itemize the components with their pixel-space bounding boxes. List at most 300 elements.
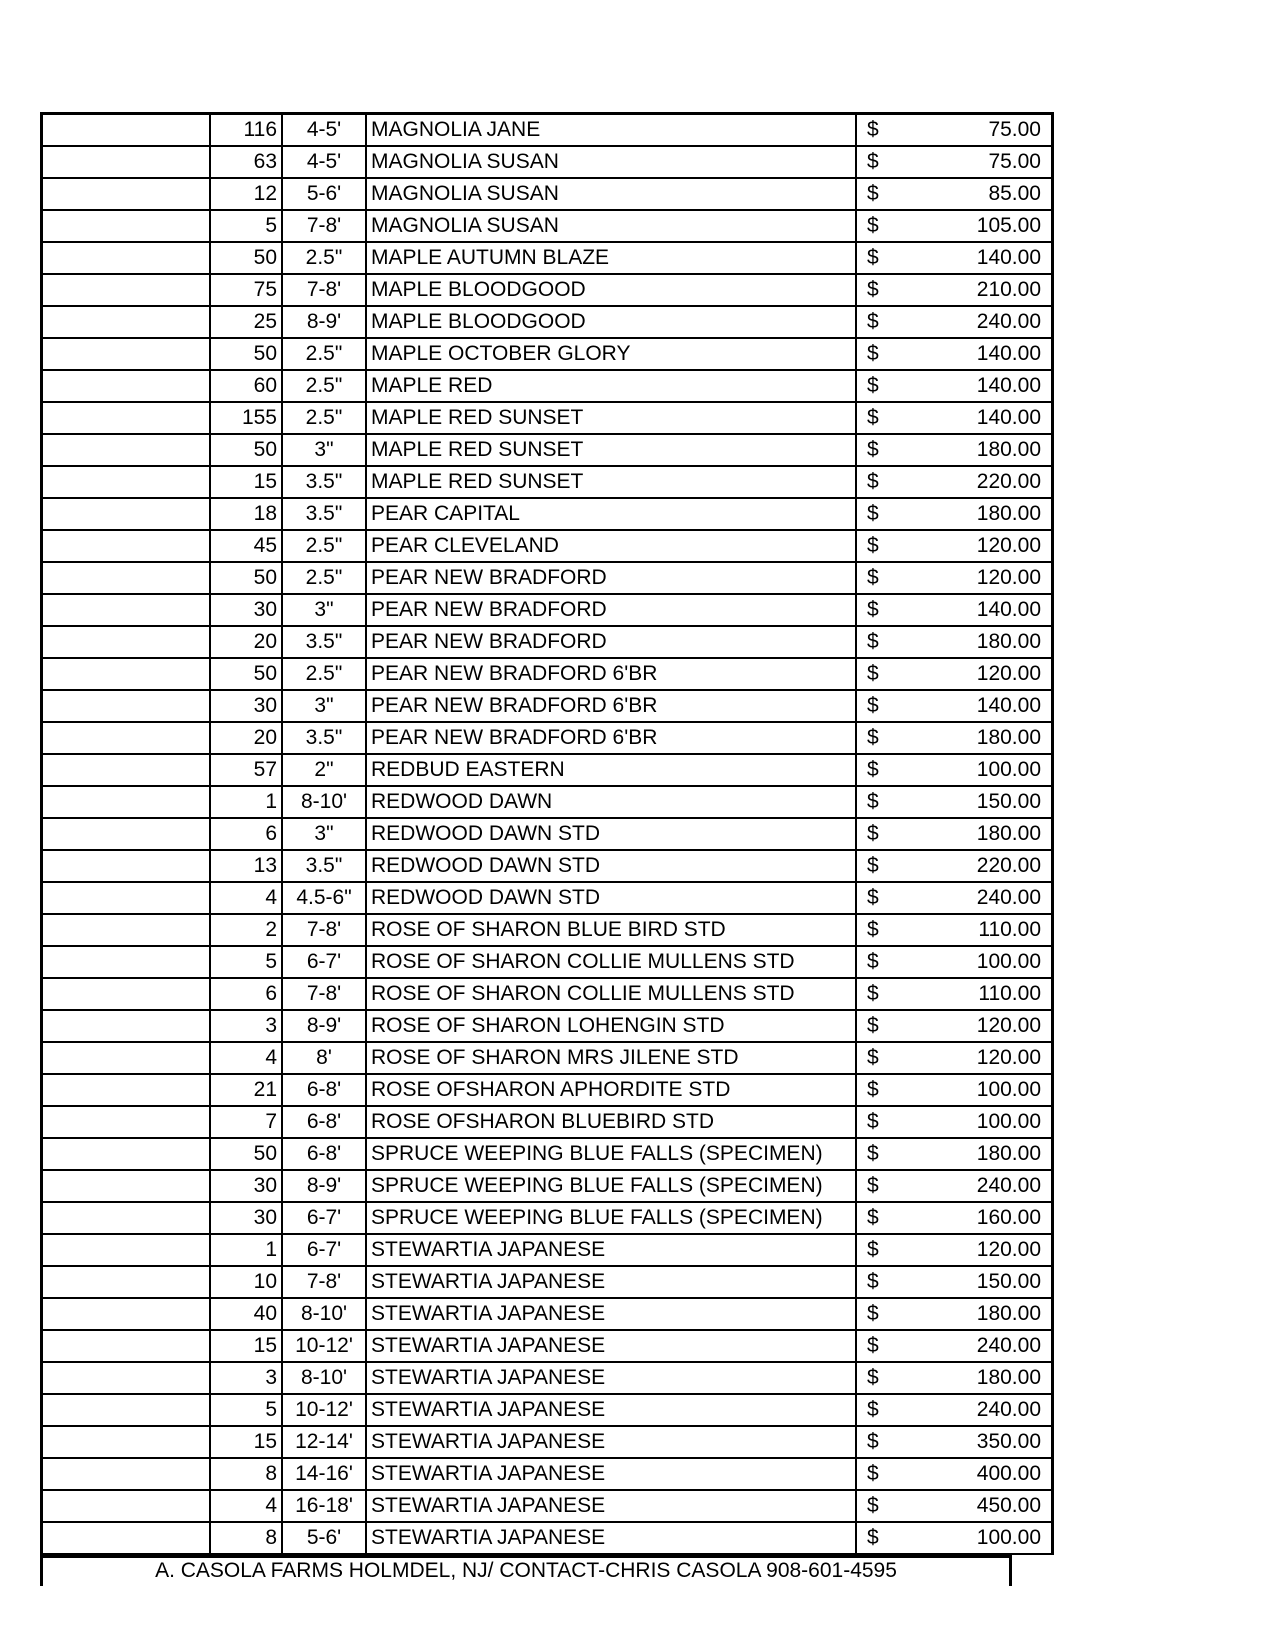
size-cell: 10-12' bbox=[282, 1330, 366, 1362]
table-row bbox=[42, 306, 1053, 338]
size-cell: 8-9' bbox=[282, 1010, 366, 1042]
blank-cell bbox=[42, 274, 211, 306]
price-cell: 100.00 bbox=[903, 946, 1053, 978]
plant-name-cell: REDWOOD DAWN bbox=[366, 786, 856, 818]
plant-name-cell: MAGNOLIA SUSAN bbox=[366, 146, 856, 178]
blank-cell bbox=[42, 114, 211, 147]
price-cell: 100.00 bbox=[903, 754, 1053, 786]
price-cell: 400.00 bbox=[903, 1458, 1053, 1490]
size-cell: 8-9' bbox=[282, 306, 366, 338]
table-row bbox=[42, 978, 1053, 1010]
size-cell: 12-14' bbox=[282, 1426, 366, 1458]
blank-cell bbox=[42, 210, 211, 242]
price-cell: 160.00 bbox=[903, 1202, 1053, 1234]
quantity-cell: 60 bbox=[210, 370, 282, 402]
price-cell: 180.00 bbox=[903, 498, 1053, 530]
plant-name-cell: SPRUCE WEEPING BLUE FALLS (SPECIMEN) bbox=[366, 1202, 856, 1234]
quantity-cell: 63 bbox=[210, 146, 282, 178]
plant-name-cell: STEWARTIA JAPANESE bbox=[366, 1394, 856, 1426]
blank-cell bbox=[42, 306, 211, 338]
currency-cell: $ bbox=[856, 146, 903, 178]
plant-name-cell: MAPLE RED SUNSET bbox=[366, 466, 856, 498]
blank-cell bbox=[42, 722, 211, 754]
table-row bbox=[42, 1234, 1053, 1266]
blank-cell bbox=[42, 1074, 211, 1106]
size-cell: 7-8' bbox=[282, 914, 366, 946]
blank-cell bbox=[42, 850, 211, 882]
size-cell: 8-10' bbox=[282, 786, 366, 818]
plant-name-cell: MAGNOLIA SUSAN bbox=[366, 178, 856, 210]
size-cell: 8' bbox=[282, 1042, 366, 1074]
plant-name-cell: REDBUD EASTERN bbox=[366, 754, 856, 786]
quantity-cell: 1 bbox=[210, 1234, 282, 1266]
quantity-cell: 50 bbox=[210, 242, 282, 274]
currency-cell: $ bbox=[856, 626, 903, 658]
size-cell: 8-10' bbox=[282, 1298, 366, 1330]
currency-cell: $ bbox=[856, 1042, 903, 1074]
plant-name-cell: ROSE OFSHARON BLUEBIRD STD bbox=[366, 1106, 856, 1138]
blank-cell bbox=[42, 1010, 211, 1042]
table-row bbox=[42, 562, 1053, 594]
size-cell: 2.5" bbox=[282, 242, 366, 274]
table-row bbox=[42, 1138, 1053, 1170]
size-cell: 14-16' bbox=[282, 1458, 366, 1490]
price-cell: 140.00 bbox=[903, 402, 1053, 434]
quantity-cell: 3 bbox=[210, 1010, 282, 1042]
plant-name-cell: MAPLE RED SUNSET bbox=[366, 434, 856, 466]
price-cell: 120.00 bbox=[903, 1234, 1053, 1266]
size-cell: 2.5" bbox=[282, 530, 366, 562]
table-row bbox=[42, 1362, 1053, 1394]
blank-cell bbox=[42, 1234, 211, 1266]
currency-cell: $ bbox=[856, 498, 903, 530]
size-cell: 7-8' bbox=[282, 978, 366, 1010]
price-cell: 110.00 bbox=[903, 914, 1053, 946]
quantity-cell: 7 bbox=[210, 1106, 282, 1138]
table-row bbox=[42, 594, 1053, 626]
currency-cell: $ bbox=[856, 562, 903, 594]
blank-cell bbox=[42, 1170, 211, 1202]
table-row bbox=[42, 1522, 1053, 1554]
quantity-cell: 15 bbox=[210, 1330, 282, 1362]
table-row bbox=[42, 466, 1053, 498]
plant-name-cell: ROSE OFSHARON APHORDITE STD bbox=[366, 1074, 856, 1106]
quantity-cell: 25 bbox=[210, 306, 282, 338]
table-row bbox=[42, 434, 1053, 466]
size-cell: 2.5" bbox=[282, 658, 366, 690]
plant-name-cell: PEAR NEW BRADFORD 6'BR bbox=[366, 722, 856, 754]
currency-cell: $ bbox=[856, 1522, 903, 1554]
quantity-cell: 45 bbox=[210, 530, 282, 562]
plant-name-cell: STEWARTIA JAPANESE bbox=[366, 1298, 856, 1330]
currency-cell: $ bbox=[856, 210, 903, 242]
blank-cell bbox=[42, 1298, 211, 1330]
plant-name-cell: PEAR NEW BRADFORD 6'BR bbox=[366, 690, 856, 722]
blank-cell bbox=[42, 1266, 211, 1298]
quantity-cell: 15 bbox=[210, 1426, 282, 1458]
table-row bbox=[42, 1202, 1053, 1234]
price-cell: 350.00 bbox=[903, 1426, 1053, 1458]
currency-cell: $ bbox=[856, 274, 903, 306]
table-row bbox=[42, 1106, 1053, 1138]
size-cell: 6-8' bbox=[282, 1106, 366, 1138]
table-row bbox=[42, 1394, 1053, 1426]
table-row bbox=[42, 1170, 1053, 1202]
currency-cell: $ bbox=[856, 114, 903, 147]
price-list-sheet bbox=[40, 112, 1041, 1583]
quantity-cell: 10 bbox=[210, 1266, 282, 1298]
blank-cell bbox=[42, 242, 211, 274]
plant-name-cell: STEWARTIA JAPANESE bbox=[366, 1266, 856, 1298]
quantity-cell: 30 bbox=[210, 1202, 282, 1234]
quantity-cell: 3 bbox=[210, 1362, 282, 1394]
plant-name-cell: MAPLE RED bbox=[366, 370, 856, 402]
price-cell: 85.00 bbox=[903, 178, 1053, 210]
table-row bbox=[42, 850, 1053, 882]
currency-cell: $ bbox=[856, 466, 903, 498]
currency-cell: $ bbox=[856, 786, 903, 818]
blank-cell bbox=[42, 146, 211, 178]
size-cell: 2" bbox=[282, 754, 366, 786]
currency-cell: $ bbox=[856, 1330, 903, 1362]
size-cell: 3" bbox=[282, 434, 366, 466]
table-row bbox=[42, 274, 1053, 306]
blank-cell bbox=[42, 1202, 211, 1234]
quantity-cell: 4 bbox=[210, 882, 282, 914]
price-cell: 100.00 bbox=[903, 1074, 1053, 1106]
currency-cell: $ bbox=[856, 1362, 903, 1394]
blank-cell bbox=[42, 1330, 211, 1362]
currency-cell: $ bbox=[856, 1106, 903, 1138]
blank-cell bbox=[42, 466, 211, 498]
size-cell: 8-10' bbox=[282, 1362, 366, 1394]
footer-contact: A. CASOLA FARMS HOLMDEL, NJ/ CONTACT-CHRIS CASOLA 908-601-4595 bbox=[155, 1559, 897, 1582]
blank-cell bbox=[42, 562, 211, 594]
quantity-cell: 75 bbox=[210, 274, 282, 306]
currency-cell: $ bbox=[856, 1138, 903, 1170]
price-cell: 220.00 bbox=[903, 850, 1053, 882]
price-cell: 140.00 bbox=[903, 338, 1053, 370]
price-cell: 240.00 bbox=[903, 306, 1053, 338]
table-row bbox=[42, 722, 1053, 754]
quantity-cell: 21 bbox=[210, 1074, 282, 1106]
size-cell: 6-8' bbox=[282, 1138, 366, 1170]
table-row bbox=[42, 1042, 1053, 1074]
blank-cell bbox=[42, 178, 211, 210]
currency-cell: $ bbox=[856, 1426, 903, 1458]
plant-name-cell: MAPLE AUTUMN BLAZE bbox=[366, 242, 856, 274]
size-cell: 4.5-6" bbox=[282, 882, 366, 914]
plant-name-cell: PEAR CLEVELAND bbox=[366, 530, 856, 562]
currency-cell: $ bbox=[856, 1170, 903, 1202]
currency-cell: $ bbox=[856, 1074, 903, 1106]
size-cell: 5-6' bbox=[282, 1522, 366, 1554]
plant-name-cell: ROSE OF SHARON COLLIE MULLENS STD bbox=[366, 978, 856, 1010]
size-cell: 3" bbox=[282, 594, 366, 626]
blank-cell bbox=[42, 690, 211, 722]
size-cell: 3" bbox=[282, 818, 366, 850]
currency-cell: $ bbox=[856, 1298, 903, 1330]
table-row bbox=[42, 914, 1053, 946]
currency-cell: $ bbox=[856, 722, 903, 754]
blank-cell bbox=[42, 626, 211, 658]
quantity-cell: 50 bbox=[210, 658, 282, 690]
blank-cell bbox=[42, 1490, 211, 1522]
blank-cell bbox=[42, 882, 211, 914]
table-row bbox=[42, 882, 1053, 914]
table-row bbox=[42, 146, 1053, 178]
size-cell: 3.5" bbox=[282, 722, 366, 754]
table-row bbox=[42, 114, 1053, 147]
table-row bbox=[42, 786, 1053, 818]
currency-cell: $ bbox=[856, 306, 903, 338]
currency-cell: $ bbox=[856, 338, 903, 370]
plant-name-cell: MAPLE OCTOBER GLORY bbox=[366, 338, 856, 370]
size-cell: 6-7' bbox=[282, 1202, 366, 1234]
quantity-cell: 4 bbox=[210, 1490, 282, 1522]
plant-name-cell: STEWARTIA JAPANESE bbox=[366, 1490, 856, 1522]
price-cell: 120.00 bbox=[903, 658, 1053, 690]
table-row bbox=[42, 178, 1053, 210]
size-cell: 7-8' bbox=[282, 274, 366, 306]
size-cell: 7-8' bbox=[282, 210, 366, 242]
price-cell: 150.00 bbox=[903, 786, 1053, 818]
price-table bbox=[40, 112, 1054, 1555]
price-cell: 180.00 bbox=[903, 722, 1053, 754]
price-cell: 150.00 bbox=[903, 1266, 1053, 1298]
size-cell: 7-8' bbox=[282, 1266, 366, 1298]
blank-cell bbox=[42, 914, 211, 946]
table-row bbox=[42, 1426, 1053, 1458]
table-row bbox=[42, 754, 1053, 786]
price-cell: 210.00 bbox=[903, 274, 1053, 306]
plant-name-cell: STEWARTIA JAPANESE bbox=[366, 1330, 856, 1362]
size-cell: 5-6' bbox=[282, 178, 366, 210]
currency-cell: $ bbox=[856, 690, 903, 722]
currency-cell: $ bbox=[856, 1458, 903, 1490]
plant-name-cell: PEAR NEW BRADFORD bbox=[366, 594, 856, 626]
blank-cell bbox=[42, 370, 211, 402]
blank-cell bbox=[42, 946, 211, 978]
table-row bbox=[42, 1010, 1053, 1042]
table-row bbox=[42, 946, 1053, 978]
currency-cell: $ bbox=[856, 1394, 903, 1426]
plant-name-cell: SPRUCE WEEPING BLUE FALLS (SPECIMEN) bbox=[366, 1170, 856, 1202]
size-cell: 4-5' bbox=[282, 146, 366, 178]
plant-name-cell: STEWARTIA JAPANESE bbox=[366, 1458, 856, 1490]
currency-cell: $ bbox=[856, 946, 903, 978]
currency-cell: $ bbox=[856, 178, 903, 210]
currency-cell: $ bbox=[856, 594, 903, 626]
size-cell: 2.5" bbox=[282, 402, 366, 434]
quantity-cell: 5 bbox=[210, 210, 282, 242]
table-row bbox=[42, 658, 1053, 690]
currency-cell: $ bbox=[856, 754, 903, 786]
quantity-cell: 30 bbox=[210, 1170, 282, 1202]
quantity-cell: 2 bbox=[210, 914, 282, 946]
plant-name-cell: ROSE OF SHARON BLUE BIRD STD bbox=[366, 914, 856, 946]
quantity-cell: 5 bbox=[210, 946, 282, 978]
quantity-cell: 13 bbox=[210, 850, 282, 882]
price-cell: 450.00 bbox=[903, 1490, 1053, 1522]
size-cell: 3.5" bbox=[282, 850, 366, 882]
price-cell: 140.00 bbox=[903, 370, 1053, 402]
table-row bbox=[42, 370, 1053, 402]
blank-cell bbox=[42, 978, 211, 1010]
currency-cell: $ bbox=[856, 1010, 903, 1042]
quantity-cell: 50 bbox=[210, 434, 282, 466]
plant-name-cell: MAPLE RED SUNSET bbox=[366, 402, 856, 434]
blank-cell bbox=[42, 1106, 211, 1138]
quantity-cell: 6 bbox=[210, 818, 282, 850]
blank-cell bbox=[42, 1394, 211, 1426]
plant-name-cell: MAPLE BLOODGOOD bbox=[366, 274, 856, 306]
price-cell: 100.00 bbox=[903, 1106, 1053, 1138]
blank-cell bbox=[42, 1138, 211, 1170]
price-cell: 180.00 bbox=[903, 1298, 1053, 1330]
quantity-cell: 20 bbox=[210, 722, 282, 754]
blank-cell bbox=[42, 594, 211, 626]
blank-cell bbox=[42, 530, 211, 562]
price-cell: 140.00 bbox=[903, 690, 1053, 722]
plant-name-cell: REDWOOD DAWN STD bbox=[366, 818, 856, 850]
quantity-cell: 5 bbox=[210, 1394, 282, 1426]
size-cell: 4-5' bbox=[282, 114, 366, 147]
price-cell: 180.00 bbox=[903, 626, 1053, 658]
table-row bbox=[42, 1298, 1053, 1330]
table-row bbox=[42, 690, 1053, 722]
price-cell: 120.00 bbox=[903, 530, 1053, 562]
quantity-cell: 50 bbox=[210, 562, 282, 594]
plant-name-cell: STEWARTIA JAPANESE bbox=[366, 1522, 856, 1554]
quantity-cell: 30 bbox=[210, 690, 282, 722]
currency-cell: $ bbox=[856, 530, 903, 562]
footer bbox=[40, 1555, 1012, 1583]
price-cell: 240.00 bbox=[903, 1394, 1053, 1426]
plant-name-cell: ROSE OF SHARON MRS JILENE STD bbox=[366, 1042, 856, 1074]
blank-cell bbox=[42, 402, 211, 434]
table-row bbox=[42, 498, 1053, 530]
plant-name-cell: MAPLE BLOODGOOD bbox=[366, 306, 856, 338]
price-cell: 140.00 bbox=[903, 594, 1053, 626]
plant-name-cell: MAGNOLIA JANE bbox=[366, 114, 856, 147]
size-cell: 6-7' bbox=[282, 946, 366, 978]
size-cell: 3" bbox=[282, 690, 366, 722]
price-cell: 75.00 bbox=[903, 146, 1053, 178]
quantity-cell: 15 bbox=[210, 466, 282, 498]
currency-cell: $ bbox=[856, 402, 903, 434]
quantity-cell: 116 bbox=[210, 114, 282, 147]
plant-name-cell: REDWOOD DAWN STD bbox=[366, 850, 856, 882]
plant-name-cell: MAGNOLIA SUSAN bbox=[366, 210, 856, 242]
currency-cell: $ bbox=[856, 1266, 903, 1298]
currency-cell: $ bbox=[856, 434, 903, 466]
quantity-cell: 50 bbox=[210, 338, 282, 370]
price-cell: 75.00 bbox=[903, 114, 1053, 147]
price-cell: 120.00 bbox=[903, 1010, 1053, 1042]
table-row bbox=[42, 1490, 1053, 1522]
price-cell: 110.00 bbox=[903, 978, 1053, 1010]
table-row bbox=[42, 626, 1053, 658]
price-cell: 240.00 bbox=[903, 1170, 1053, 1202]
plant-name-cell: STEWARTIA JAPANESE bbox=[366, 1426, 856, 1458]
currency-cell: $ bbox=[856, 1202, 903, 1234]
table-row bbox=[42, 1266, 1053, 1298]
blank-cell bbox=[42, 786, 211, 818]
quantity-cell: 1 bbox=[210, 786, 282, 818]
quantity-cell: 8 bbox=[210, 1458, 282, 1490]
price-table-body bbox=[42, 114, 1053, 1555]
size-cell: 8-9' bbox=[282, 1170, 366, 1202]
currency-cell: $ bbox=[856, 850, 903, 882]
size-cell: 16-18' bbox=[282, 1490, 366, 1522]
table-row bbox=[42, 818, 1053, 850]
plant-name-cell: PEAR NEW BRADFORD 6'BR bbox=[366, 658, 856, 690]
price-cell: 180.00 bbox=[903, 818, 1053, 850]
table-row bbox=[42, 1330, 1053, 1362]
blank-cell bbox=[42, 658, 211, 690]
blank-cell bbox=[42, 498, 211, 530]
blank-cell bbox=[42, 754, 211, 786]
quantity-cell: 18 bbox=[210, 498, 282, 530]
price-cell: 100.00 bbox=[903, 1522, 1053, 1554]
quantity-cell: 30 bbox=[210, 594, 282, 626]
plant-name-cell: ROSE OF SHARON COLLIE MULLENS STD bbox=[366, 946, 856, 978]
quantity-cell: 6 bbox=[210, 978, 282, 1010]
table-row bbox=[42, 402, 1053, 434]
currency-cell: $ bbox=[856, 914, 903, 946]
currency-cell: $ bbox=[856, 1234, 903, 1266]
quantity-cell: 57 bbox=[210, 754, 282, 786]
blank-cell bbox=[42, 818, 211, 850]
blank-cell bbox=[42, 1458, 211, 1490]
size-cell: 2.5" bbox=[282, 370, 366, 402]
size-cell: 2.5" bbox=[282, 562, 366, 594]
price-cell: 240.00 bbox=[903, 882, 1053, 914]
price-cell: 180.00 bbox=[903, 1362, 1053, 1394]
plant-name-cell: ROSE OF SHARON LOHENGIN STD bbox=[366, 1010, 856, 1042]
table-row bbox=[42, 1074, 1053, 1106]
price-cell: 180.00 bbox=[903, 1138, 1053, 1170]
blank-cell bbox=[42, 1042, 211, 1074]
plant-name-cell: STEWARTIA JAPANESE bbox=[366, 1234, 856, 1266]
size-cell: 6-8' bbox=[282, 1074, 366, 1106]
blank-cell bbox=[42, 1522, 211, 1554]
table-row bbox=[42, 338, 1053, 370]
currency-cell: $ bbox=[856, 242, 903, 274]
plant-name-cell: SPRUCE WEEPING BLUE FALLS (SPECIMEN) bbox=[366, 1138, 856, 1170]
currency-cell: $ bbox=[856, 1490, 903, 1522]
size-cell: 10-12' bbox=[282, 1394, 366, 1426]
blank-cell bbox=[42, 434, 211, 466]
size-cell: 3.5" bbox=[282, 498, 366, 530]
price-cell: 140.00 bbox=[903, 242, 1053, 274]
currency-cell: $ bbox=[856, 658, 903, 690]
currency-cell: $ bbox=[856, 370, 903, 402]
quantity-cell: 40 bbox=[210, 1298, 282, 1330]
price-cell: 240.00 bbox=[903, 1330, 1053, 1362]
currency-cell: $ bbox=[856, 882, 903, 914]
size-cell: 6-7' bbox=[282, 1234, 366, 1266]
price-cell: 120.00 bbox=[903, 562, 1053, 594]
blank-cell bbox=[42, 1362, 211, 1394]
quantity-cell: 8 bbox=[210, 1522, 282, 1554]
blank-cell bbox=[42, 1426, 211, 1458]
quantity-cell: 155 bbox=[210, 402, 282, 434]
plant-name-cell: STEWARTIA JAPANESE bbox=[366, 1362, 856, 1394]
price-cell: 120.00 bbox=[903, 1042, 1053, 1074]
currency-cell: $ bbox=[856, 818, 903, 850]
